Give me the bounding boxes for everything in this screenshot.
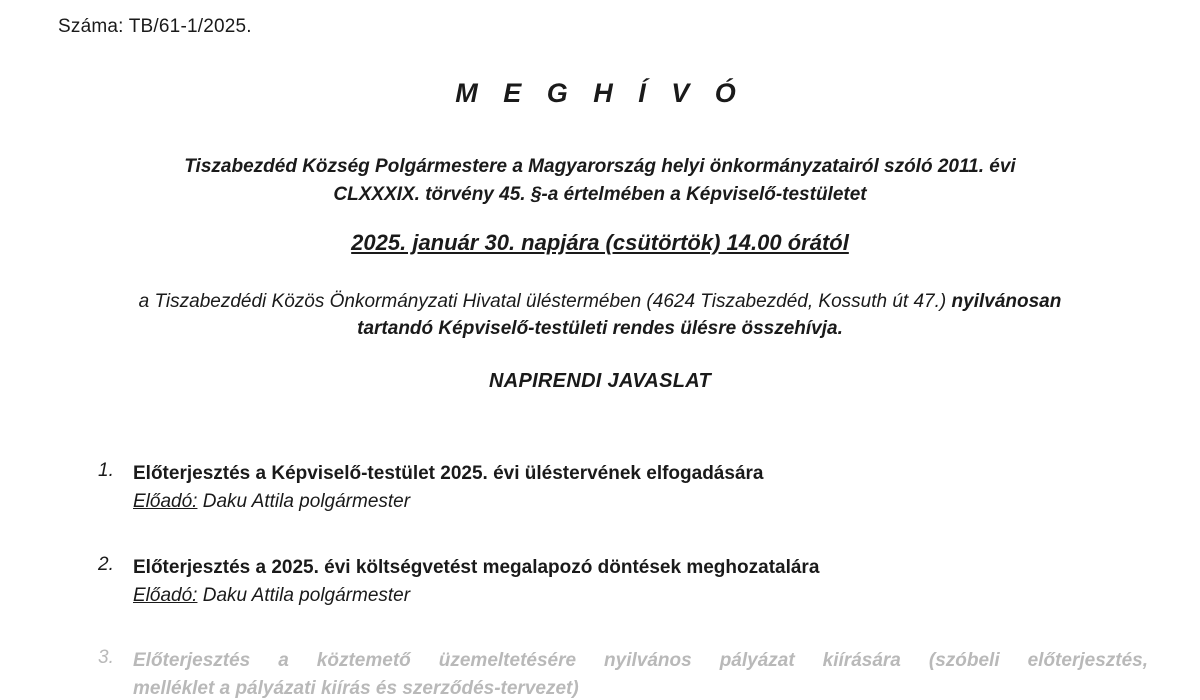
meeting-date: 2025. január 30. napjára (csütörtök) 14.00 órától <box>351 230 849 255</box>
agenda-item <box>98 647 1148 700</box>
agenda-item-text: Előterjesztés a 2025. évi költségvetést megalapozó döntések meghozatalára <box>133 557 820 578</box>
intro-line-2: CLXXXIX. törvény 45. §-a értelmében a Képviselő-testületet <box>333 184 867 205</box>
agenda-item-text-continued: melléklet a pályázati kiírás és szerződés-tervezet) <box>133 678 579 699</box>
venue-convene-text: tartandó Képviselő-testületi rendes ülésre összehívja. <box>357 318 843 339</box>
presenter-name: Daku Attila polgármester <box>197 491 411 512</box>
document-title: M E G H Í V Ó <box>455 78 745 108</box>
agenda-item-presenter <box>133 582 1148 610</box>
venue-location-text: a Tiszabezdédi Közös Önkormányzati Hivatal üléstermében (4624 Tiszabezdéd, Kossuth út 47.) <box>138 291 952 312</box>
agenda-item <box>98 554 1148 610</box>
agenda-item-text: Előterjesztés a Képviselő-testület 2025. évi üléstervének elfogadására <box>133 463 764 484</box>
intro-line-1: Tiszabezdéd Község Polgármestere a Magyarország helyi önkormányzatairól szóló 2011. évi <box>184 156 1016 177</box>
presenter-label: Előadó: <box>133 585 198 606</box>
venue-public-text: nyilvánosan <box>951 291 1062 312</box>
presenter-label: Előadó: <box>133 491 198 512</box>
agenda-item-number: 3. <box>98 647 114 668</box>
intro-paragraph <box>60 153 1140 209</box>
agenda-item-text: Előterjesztés a köztemető üzemeltetésére nyilvános pályázat kiírására (szóbeli előterjesztés, <box>133 650 1148 671</box>
presenter-name: Daku Attila polgármester <box>197 585 411 606</box>
venue-line-2 <box>30 315 1170 342</box>
agenda-title: NAPIRENDI JAVASLAT <box>488 370 712 392</box>
venue-paragraph <box>30 288 1170 342</box>
agenda-item-presenter <box>133 488 1148 516</box>
agenda-item <box>98 460 1148 516</box>
agenda-item-number: 2. <box>98 554 114 575</box>
agenda-item-number: 1. <box>98 460 114 481</box>
venue-line-1 <box>30 288 1170 315</box>
reference-number: Száma: TB/61-1/2025. <box>58 16 252 37</box>
